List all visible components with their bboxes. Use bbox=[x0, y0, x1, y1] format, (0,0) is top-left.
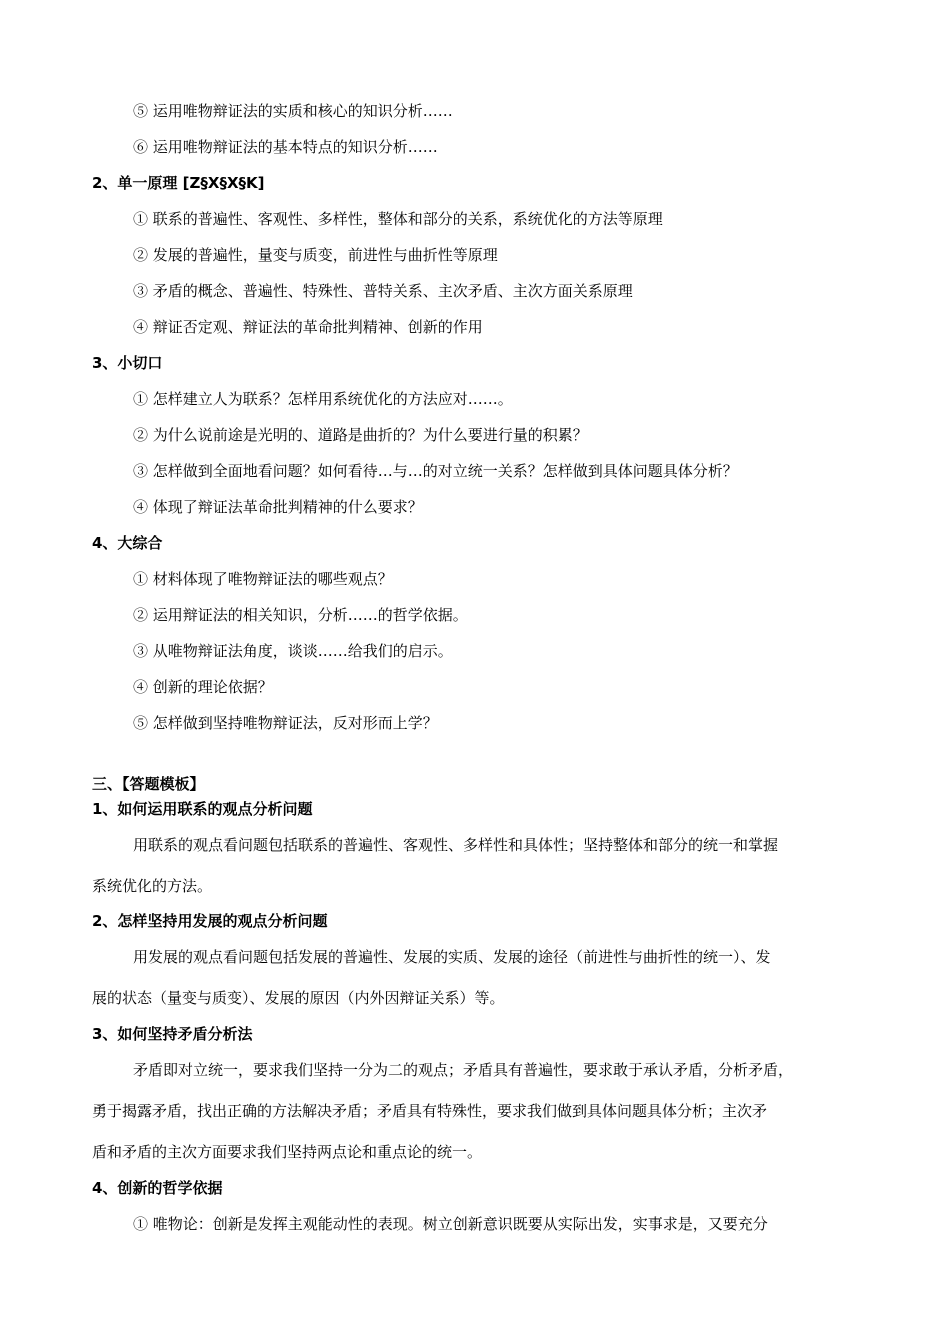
list-item: ④ 辩证否定观、辩证法的革命批判精神、创新的作用 bbox=[133, 318, 483, 336]
list-item: ① 联系的普遍性、客观性、多样性，整体和部分的关系，系统优化的方法等原理 bbox=[133, 210, 663, 228]
question-heading: 1、如何运用联系的观点分析问题 bbox=[92, 800, 313, 818]
list-item: ① 怎样建立人为联系？怎样用系统优化的方法应对……。 bbox=[133, 390, 513, 408]
section-heading: 3、小切口 bbox=[92, 354, 163, 372]
paragraph-line: 用发展的观点看问题包括发展的普遍性、发展的实质、发展的途径（前进性与曲折性的统一）、发 bbox=[133, 948, 771, 966]
section-heading: 2、单一原理 [Z§X§X§K] bbox=[92, 174, 265, 192]
paragraph-line: 系统优化的方法。 bbox=[92, 877, 213, 895]
list-item: ⑤ 运用唯物辩证法的实质和核心的知识分析…… bbox=[133, 102, 453, 120]
list-item: ⑥ 运用唯物辩证法的基本特点的知识分析…… bbox=[133, 138, 438, 156]
list-item: ④ 创新的理论依据？ bbox=[133, 678, 273, 696]
list-item: ② 发展的普遍性，量变与质变，前进性与曲折性等原理 bbox=[133, 246, 498, 264]
question-heading: 4、创新的哲学依据 bbox=[92, 1179, 223, 1197]
list-item: ① 唯物论：创新是发挥主观能动性的表现。树立创新意识既要从实际出发，实事求是，又要充分 bbox=[133, 1215, 768, 1233]
paragraph-line: 用联系的观点看问题包括联系的普遍性、客观性、多样性和具体性；坚持整体和部分的统一和掌握 bbox=[133, 836, 779, 854]
list-item: ③ 怎样做到全面地看问题？如何看待…与…的对立统一关系？怎样做到具体问题具体分析？ bbox=[133, 462, 738, 480]
question-heading: 3、如何坚持矛盾分析法 bbox=[92, 1025, 253, 1043]
paragraph-line: 盾和矛盾的主次方面要求我们坚持两点论和重点论的统一。 bbox=[92, 1143, 483, 1161]
list-item: ② 运用辩证法的相关知识，分析……的哲学依据。 bbox=[133, 606, 468, 624]
part-heading: 三、【答题模板】 bbox=[92, 775, 205, 793]
section-heading: 4、大综合 bbox=[92, 534, 163, 552]
list-item: ③ 从唯物辩证法角度，谈谈……给我们的启示。 bbox=[133, 642, 453, 660]
list-item: ⑤ 怎样做到坚持唯物辩证法，反对形而上学？ bbox=[133, 714, 438, 732]
paragraph-line: 勇于揭露矛盾，找出正确的方法解决矛盾；矛盾具有特殊性，要求我们做到具体问题具体分析；主次矛 bbox=[92, 1102, 768, 1120]
paragraph-line: 矛盾即对立统一，要求我们坚持一分为二的观点；矛盾具有普遍性，要求敢于承认矛盾，分析矛盾， bbox=[133, 1061, 794, 1079]
paragraph-line: 展的状态（量变与质变）、发展的原因（内外因辩证关系）等。 bbox=[92, 989, 505, 1007]
list-item: ① 材料体现了唯物辩证法的哪些观点？ bbox=[133, 570, 393, 588]
list-item: ③ 矛盾的概念、普遍性、特殊性、普特关系、主次矛盾、主次方面关系原理 bbox=[133, 282, 633, 300]
question-heading: 2、怎样坚持用发展的观点分析问题 bbox=[92, 912, 328, 930]
list-item: ② 为什么说前途是光明的、道路是曲折的？为什么要进行量的积累？ bbox=[133, 426, 588, 444]
list-item: ④ 体现了辩证法革命批判精神的什么要求？ bbox=[133, 498, 423, 516]
